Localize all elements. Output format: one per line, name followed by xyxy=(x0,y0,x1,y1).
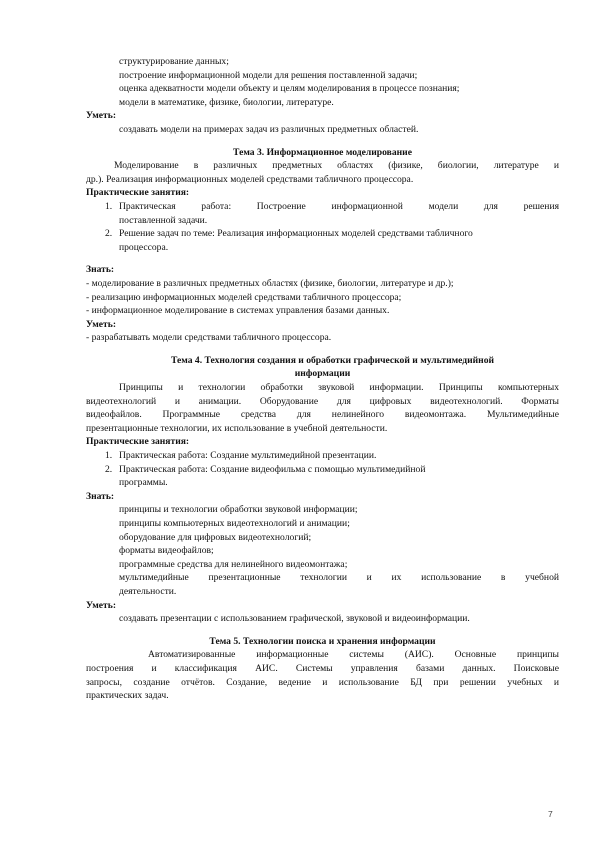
text-line: - реализацию информационных моделей средствами табличного процессора; xyxy=(86,291,402,303)
paragraph-line: др.). Реализация информационных моделей средствами табличного процессора. xyxy=(86,173,414,185)
list-item-text: процессора. xyxy=(119,241,169,253)
paragraph-line: видеофайлов. Программные средства для нелинейного видеомонтажа. Мультимедийные xyxy=(86,409,559,421)
text-line: - информационное моделирование в системах управления базами данных. xyxy=(86,305,390,317)
list-item-text: Практическая работа: Построение информационной модели для решения xyxy=(119,200,559,212)
paragraph-line: построения и классификация АИС. Системы управления базами данных. Поисковые xyxy=(86,662,559,674)
topic-title: Тема 4. Технология создания и обработки графической и мультимедийной xyxy=(170,354,495,366)
list-item-text: программы. xyxy=(119,477,168,489)
text-line: - моделирование в различных предметных областях (физике, биологии, литературе и др.); xyxy=(86,277,454,289)
topic-title: информации xyxy=(294,368,351,380)
list-item xyxy=(86,200,559,214)
paragraph-line: Моделирование в различных предметных областях (физике, биологии, литературе и xyxy=(114,160,559,172)
practice-label: Практические занятия: xyxy=(86,187,190,199)
topic-title: Тема 5. Технологии поиска и хранения информации xyxy=(209,635,436,647)
umet-label: Уметь: xyxy=(86,318,117,330)
text-line: структурирование данных; xyxy=(119,56,229,67)
list-item xyxy=(86,463,559,477)
text-line: модели в математике, физике, биологии, литературе. xyxy=(119,96,334,108)
list-number: 2. xyxy=(105,228,113,240)
text-line: принципы компьютерных видеотехнологий и анимации; xyxy=(119,518,350,529)
text-line: принципы и технологии обработки звуковой информации; xyxy=(119,504,358,516)
text-line: мультимедийные презентационные технологии и их использование в учебной xyxy=(119,572,559,584)
list-item-text: Решение задач по теме: Реализация информационных моделей средствами табличного xyxy=(119,228,473,240)
paragraph-line: видеотехнологий и анимации. Оборудование для цифровых видеотехнологий. Форматы xyxy=(86,395,559,407)
paragraph-line: Принципы и технологии обработки звуковой информации. Принципы компьютерных xyxy=(119,382,559,394)
znat-label: Знать: xyxy=(86,490,115,502)
list-number: 2. xyxy=(105,463,113,475)
paragraph-line: Автоматизированные информационные системы (АИС). Основные принципы xyxy=(148,649,559,661)
list-item xyxy=(86,449,559,463)
text-line: программные средства для нелинейного видеомонтажа; xyxy=(119,558,348,570)
topic-title: Тема 3. Информационное моделирование xyxy=(233,146,412,158)
list-number: 1. xyxy=(105,200,113,212)
umet-label: Уметь: xyxy=(86,599,117,611)
text-line: деятельности. xyxy=(119,585,177,597)
practice-label: Практические занятия: xyxy=(86,436,190,448)
text-line: построение информационной модели для решения поставленной задачи; xyxy=(119,69,418,81)
list-item xyxy=(86,227,559,241)
text-line: создавать модели на примерах задач из различных предметных областей. xyxy=(119,123,419,135)
text-line: оборудование для цифровых видеотехнологий; xyxy=(119,531,312,543)
paragraph-line: презентационные технологии, их использование в учебной деятельности. xyxy=(86,422,388,434)
list-number: 1. xyxy=(105,450,113,462)
umet-label: Уметь: xyxy=(86,110,117,122)
list-item-text: поставленной задачи. xyxy=(119,214,208,226)
list-item-text: Практическая работа: Создание мультимедийной презентации. xyxy=(119,450,377,462)
text-line: форматы видеофайлов; xyxy=(119,545,214,557)
paragraph-line: запросы, создание отчётов. Создание, ведение и использование БД при решении учебных и xyxy=(86,676,559,688)
page-number: 7 xyxy=(548,809,553,819)
text-line: - разрабатывать модели средствами табличного процессора. xyxy=(86,332,332,344)
znat-label: Знать: xyxy=(86,264,115,276)
paragraph-line: практических задач. xyxy=(86,690,169,702)
text-line: создавать презентации с использованием графической, звуковой и видеоинформации. xyxy=(119,613,470,625)
list-item-text: Практическая работа: Создание видеофильма с помощью мультимедийной xyxy=(119,463,426,475)
text-line: оценка адекватности модели объекту и целям моделирования в процессе познания; xyxy=(119,83,460,95)
